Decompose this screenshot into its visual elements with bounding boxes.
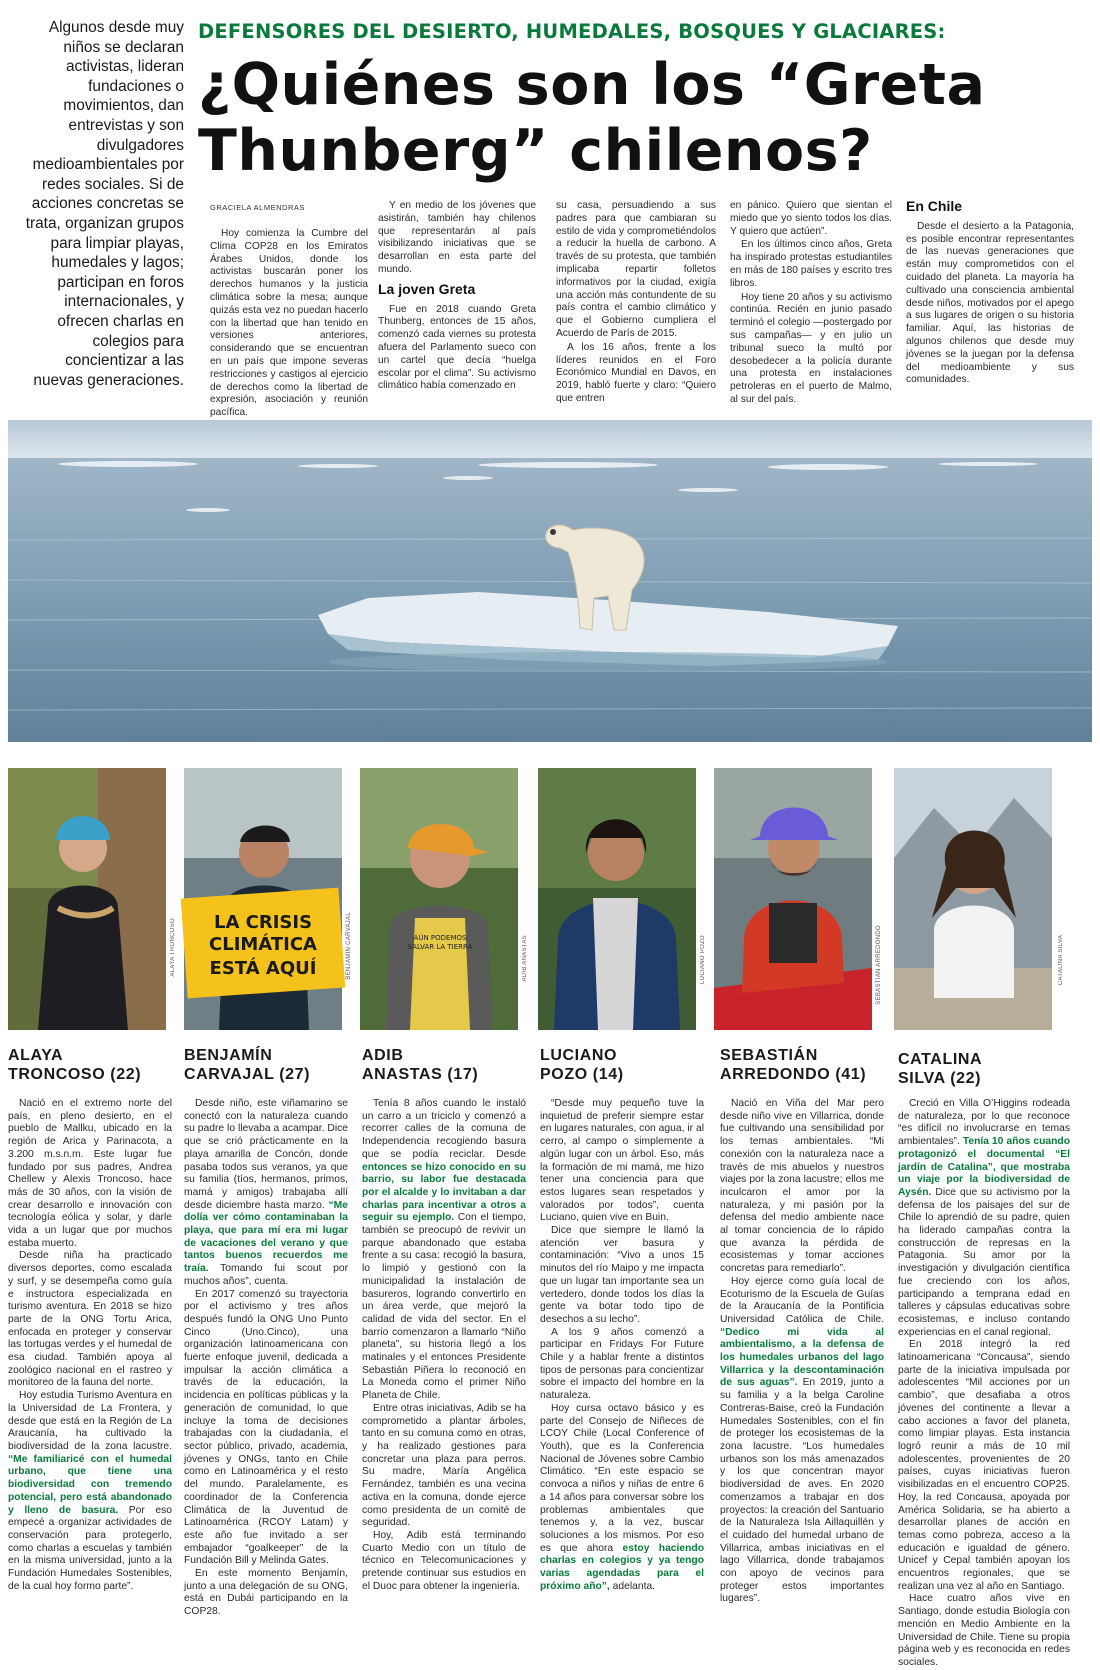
article-paragraph: su casa, persuadiendo a sus padres para que cambiaran su estilo de vida y comprometiéndolos a reducir la huella de carbono. A través de su protesta, que también implicaba repartir folletos informativos por la ciudad, exigía una acción más contundente de su país contra el cambio climático y que el Gobierno cumpliera el Acuerdo de París de 2015. [556, 200, 716, 339]
shirt-text: SALVAR LA TIERRA [407, 943, 473, 951]
article-column-5 [906, 200, 1074, 410]
photo-credit: ALAYA TRONCOSO [170, 918, 176, 977]
profile-name: ADIB ANASTAS (17) [362, 1047, 479, 1083]
lead-paragraph: Algunos desde muy niños se declaran activistas, lideran fundaciones o movimientos, dan entrevistas y son divulgadores medioambientales por redes sociales. Si de acciones concretas se trata, organizan grupos para limpiar playas, humedales y lagos; participan en foros internacionales, y ofrecen charlas en colegios para concientizar a las nuevas generaciones. [25, 19, 184, 389]
article-paragraph: En los últimos cinco años, Greta ha inspirado protestas estudiantiles en más de 180 países y escrito tres libros. [730, 239, 892, 289]
kicker: DEFENSORES DEL DESIERTO, HUMEDALES, BOSQUES Y GLACIARES: [198, 20, 946, 43]
photo-sebastian [714, 768, 872, 1030]
bio-alaya: Nació en el extremo norte del país, en pleno desierto, en el pueblo de Mallku, ubicado en la región de Arica y Parinacota, a 3.200 m.s.n.m. Este lugar fue fundado por sus padres, Andrea Chellew y Alexis Troncoso, hace más de 30 años, con la visión de crear desarrollo e innovación con tecnología eólica y solar, y darle vida a un lugar que por muchos estaba muerto. Desde niña ha practicado diversos deportes, como escalada y surf, y se desempeña como guía e instructora especializada en turismo aventura. En 2018 se hizo parte de la ONG Tortu Arica, enfocada en proteger y conservar las tortugas verdes y el humedal de esa ciudad. También apoya al zoológico nacional en el rastreo y monitoreo de la fauna del norte. Hoy estudia Turismo Aventura en la Universidad de La Frontera, y desde que está en la Región de La Araucanía, ha cultivado la biodiversidad de la zona lacustre. “Me familiaricé con el humedal urbano, que tiene una biodiversidad con tremendo potencial, pero está abandonado y lleno de basura. Por eso empecé a organizar actividades de conservación para protegerlo, como charlas a escuelas y también en la misma universidad, junto a la Fundación Humedales Sostenibles, de la cual hoy formo parte”. [8, 1098, 172, 1592]
bio-catalina: Creció en Villa O’Higgins rodeada de naturaleza, por lo que reconoce “es difícil no involucrarse en temas ambientales”. Tenía 10 años cuando protagonizó el documental “El jardín de Catalina”, que mostraba un viaje por la biodiversidad de Aysén. Dice que su activismo por la defensa de los paisajes del sur de Chile lo aprendió de su padre, quien ha liderado campañas contra la construcción de represas en la Patagonia. Su amor por la investigación y divulgación científica fue creciendo con los años, participando a temprana edad en talleres y cápsulas educativas sobre ecosistemas, e incluso contando experiencias en el canal regional. En 2018 integró la red latinoamericana “Concausa”, siendo parte de la iniciativa impulsada por adolescentes “Mil acciones por un cambio”, que desafiaba a otros jóvenes del continente a llevar a cabo acciones a favor del planeta, como limpiar playas. Esta instancia logró reunir a más de 10 mil adolescentes, provenientes de 20 países, cuyas iniciativas fueron visibilizadas en el encuentro COP25. Hoy, la red Concausa, apoyada por América Solidaria, se ha abierto a desarrollar planes de acción en temas como pobreza, acceso a la educación e igualdad de género. Unicef y Cepal también apoyan los encuentros regionales, que se realizan una vez al año en Santiago. Hace cuatro años vive en Santiago, donde estudia Biología con mención en Medio Ambiente en la Universidad de Chile. Tiene su propia página web y es reconocida en redes sociales. [898, 1098, 1070, 1668]
subheading-chile: En Chile [906, 198, 963, 214]
kayaker-illustration [714, 768, 872, 1030]
polar-bear-photo [8, 420, 1092, 742]
bio-sebastian: Nació en Viña del Mar pero desde niño vive en Villarrica, donde fue cultivando una sensibilidad por los temas ambientales. “Mi conexión con la naturaleza nace a través de mis abuelos y nuestros viajes por la zona lacustre; ellos me inculcaron el amor por la naturaleza, y mi pasión por la defensa del medio ambiente nace al tomar conciencia de lo rápido que avanza la pérdida de ecosistemas y tomar acciones concretas para remediarlo”. Hoy ejerce como guía local de Ecoturismo de la Escuela de Guías de la Araucanía de la Pontificia Universidad Católica de Chile. “Dedico mi vida al ambientalismo, a la defensa de los humedales urbanos del lago Villarrica y la descontaminación de sus aguas”. En 2019, junto a su familia y a la belga Caroline Contreras-Baise, creó la Fundación Humedales Sostenibles, con el fin de proteger los ecosistemas de la zona lacustre. “Los humedales urbanos son los más amenazados y los que concentran mayor biodiversidad de aves. En 2020 comenzamos a trabajar en dos proyectos: la creación del Santuario de la Naturaleza Isla Aillaquillén y el cuidado del humedal urbano de Villarrica, ambas iniciativas en el lago Villarrica, donde trabajamos con apoyo de vecinos para proteger estos importantes lugares”. [720, 1098, 884, 1605]
subheading-greta: La joven Greta [378, 280, 476, 297]
youth-illustration [538, 768, 696, 1030]
protester-illustration [184, 768, 342, 1030]
sign-text: LA CRISIS [213, 912, 313, 933]
bio-benjamin: Desde niño, este viñamarino se conectó con la naturaleza cuando su padre lo llevaba a acampar. Dice que se crió prácticamente en la playa amarilla de Concón, donde pasaba todos sus veranos, ya que su familia (tíos, hermanos, primos, mamá y amigos) trabajaba allí desde diciembre hasta marzo. “Me dolía ver cómo contaminaban la playa, que para mí era mi lugar de vacaciones del verano y que tantos buenos recuerdos me traía. Tomando fui scout por muchos años”, cuenta. En 2017 comenzó su trayectoria por el activismo y tres años después fundó la ONG Uno Punto Cinco (Uno.Cinco), una organización latinoamericana con fuerte enfoque juvenil, dedicada a impulsar la acción climática a través de la educación, la incidencia en políticas públicas y la generación de comunidad, lo que incluye la toma de decisiones trabajadas con la ciudadanía, el sector público, privado, academia, jóvenes y ONGs, tanto en Chile como en Latinoamérica y el resto del mundo. Paralelamente, es coordinador de la Conferencia Climática de la Juventud de Latinoamérica (RCOY Latam) y este año fue invitado a ser embajador “goalkeeper” de la Fundación Bill y Melinda Gates. En este momento Benjamín, junto a una delegación de su ONG, está en Dubái participando en la COP28. [184, 1098, 348, 1618]
bio-luciano: “Desde muy pequeño tuve la inquietud de preferir siempre estar en lugares naturales, con agua, ir al cerro, al campo o simplemente a algún lugar con un árbol. Eso, más la formación de mi mamá, me hizo tener una conciencia para que estos lugares sean respetados y valorados por todos”, cuenta Luciano, quien vive en Buin. Dice que siempre le llamó la atención ver basura y contaminación: “Vivo a unos 15 minutos del río Maipo y me impacta que un lugar tan importante sea un vertedero, donde todos los días la gente va botar todo tipo de desechos a su lecho”. A los 9 años comenzó a participar en Fridays For Future Chile y a hablar frente a distintos tipos de personas para concientizar sobre el impacto del hombre en la naturaleza. Hoy cursa octavo básico y es parte del Consejo de Niñeces de LCOY Chile (Local Conference of Youth), que es la Conferencia Nacional de Jóvenes sobre Cambio Climático. “En este espacio se convoca a niños y niñas de entre 6 a 14 años para conversar sobre los problemas ambientales que tenemos y, a la vez, buscar soluciones a los mismos. Por eso es que ahora estoy haciendo charlas en colegios y ya tengo varias agendadas para el próximo año”, adelanta. [540, 1098, 704, 1592]
profile-name: CATALINA SILVA (22) [898, 1051, 983, 1087]
bio-adib: Tenía 8 años cuando le instaló un carro a un triciclo y comenzó a recorrer calles de la comuna de Independencia recogiendo basura que se podía reciclar. Desde entonces se hizo conocido en su barrio, su labor fue destacada por el alcalde y lo invitaban a dar charlas para incentivar a otros a seguir su ejemplo. Con el tiempo, también se preocupó de revivir un parque abandonado que estaba frente a su casa: recogió la basura, lo limpió y gestionó con la municipalidad la instalación de basureros, logrando convertirlo en un área verde, que mejoró la calidad de vida del sector. En el barrio comenzaron a llamarlo “Niño planeta”, su historia llegó a los matinales y el entonces Presidente Sebastián Piñera lo reconoció en La Moneda como el primer Niño Planeta de Chile. Entre otras iniciativas, Adib se ha comprometido a plantar árboles, tanto en su comuna como en otras, y ha realizado gestiones para concretar una plaza para perros. Su madre, María Angélica Fernández, también es una vecina activa en la comuna, donde ejerce como presidenta de un comité de seguridad. Hoy, Adib está terminando Cuarto Medio con un título de técnico en Telecomunicaciones y pretende continuar sus estudios en el Duoc para obtener la ingeniería. [362, 1098, 526, 1592]
photo-credit: SEBASTIÁN ARREDONDO [876, 925, 882, 1005]
photo-credit: ADIB ANASTAS [522, 935, 528, 982]
profile-name: SEBASTIÁN ARREDONDO (41) [720, 1047, 867, 1083]
photo-credit: LUCIANO POZO [700, 935, 706, 984]
article-column-3 [556, 200, 716, 410]
article-column-2 [378, 200, 536, 410]
profile-name: LUCIANO POZO (14) [540, 1047, 624, 1083]
article-paragraph: en pánico. Quiero que sientan el miedo que yo siento todos los días. Y quiero que actúen”. [730, 200, 892, 237]
photo-adib [360, 768, 518, 1030]
article-paragraph: Hoy tiene 20 años y su activismo continúa. Recién en junio pasado terminó el colegio —postergado por sus campañas— y en julio un tribunal sueco la multó por desobedecer a la policía durante una protesta en instalaciones petroleras en el puerto de Malmo, al sur del país. [730, 291, 892, 405]
climber-illustration [8, 768, 166, 1030]
byline: GRACIELA ALMENDRAS [210, 203, 305, 212]
shirt-text: AÚN PODEMOS [413, 934, 467, 942]
article-column-4 [730, 200, 892, 410]
profile-name: ALAYA TRONCOSO (22) [8, 1047, 142, 1083]
polar-bear-illustration [8, 420, 1092, 742]
hiker-illustration [894, 768, 1052, 1030]
article-paragraph: Hoy comienza la Cumbre del Clima COP28 en los Emiratos Árabes Unidos, donde los activistas buscarán poner los derechos humanos y la justicia climática sobre la mesa; aunque quizás esta vez no puedan hacerlo con la libertad que han tenido en versiones anteriores, considerando que se encuentran en un país que impone severas restricciones y castigos al ejercicio de derechos como la libertad de expresión, asociación y reunión pacífica. [210, 228, 368, 419]
article-paragraph: Y en medio de los jóvenes que asistirán, también hay chilenos que representarán al país visibilizando iniciativas que se desarrollan en esta parte del mundo. [378, 200, 536, 275]
photo-catalina [894, 768, 1052, 1030]
sign-text: ESTÁ AQUÍ [209, 958, 317, 979]
headline: ¿Quiénes son los “Greta Thunberg” chilenos? [198, 52, 986, 184]
photo-alaya [8, 768, 166, 1030]
boy-illustration [360, 768, 518, 1030]
article-column-1 [210, 228, 368, 419]
article-paragraph: A los 16 años, frente a los líderes reunidos en el Foro Económico Mundial en Davos, en 2019, habló fuerte y claro: “Quiero que entren [556, 341, 716, 404]
photo-credit: CATALINA SILVA [1058, 935, 1064, 986]
photo-benjamin [184, 768, 342, 1030]
article-paragraph: Fue en 2018 cuando Greta Thunberg, entonces de 15 años, comenzó cada viernes su protesta afuera del Parlamento sueco con un cartel que decía “huelga escolar por el clima”. Su activismo climático había comenzado en [378, 303, 536, 392]
article-paragraph: Desde el desierto a la Patagonia, es posible encontrar representantes de las nuevas generaciones que están muy comprometidos con el cuidado del planeta. La mayoría ha cultivado una consciencia ambiental desde niños, motivados por el apego a sus lugares de origen o su historia familiar. Aquí, las historias de algunos chilenos que desde muy jóvenes se la juegan por la defensa del medioambiente y sus comunidades. [906, 220, 1074, 386]
profile-name: BENJAMÍN CARVAJAL (27) [184, 1047, 311, 1083]
sign-text: CLIMÁTICA [209, 934, 317, 955]
photo-credit: BENJAMÍN CARVAJAL [346, 912, 352, 980]
photo-luciano [538, 768, 696, 1030]
